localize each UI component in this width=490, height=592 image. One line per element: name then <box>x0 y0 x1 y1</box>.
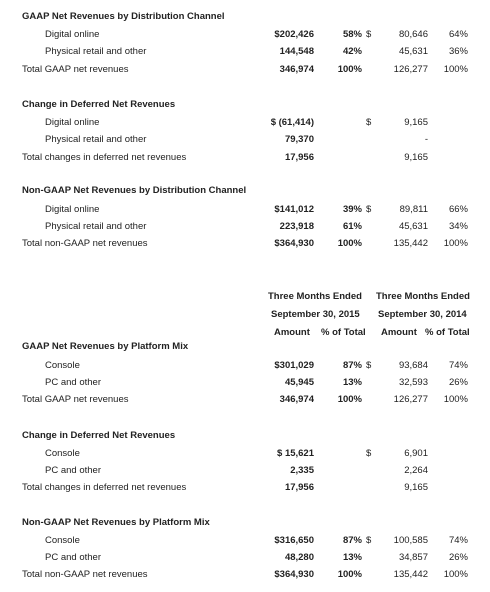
row-label: Digital online <box>45 204 100 215</box>
amount-2014 <box>366 116 428 130</box>
row-label: Console <box>45 448 80 459</box>
amount-2014 <box>366 203 428 217</box>
percent-2015: 13% <box>342 377 362 388</box>
amount-header-2015: Amount <box>274 327 310 338</box>
amount-2014-value: 100,585 <box>393 535 428 546</box>
amount-2014 <box>366 393 428 407</box>
amount-2014 <box>366 45 428 59</box>
amount-2015: 48,280 <box>284 552 314 563</box>
amount-2014 <box>366 376 428 390</box>
amount-2014 <box>366 464 428 478</box>
percent-2014: 64% <box>448 29 468 40</box>
amount-header-2014: Amount <box>381 327 417 338</box>
amount-2015: $301,029 <box>274 360 314 371</box>
table-row <box>0 534 490 548</box>
table-row <box>0 133 490 147</box>
section-heading <box>0 184 490 198</box>
row-label: Total changes in deferred net revenues <box>22 482 187 493</box>
section-title: Non-GAAP Net Revenues by Platform Mix <box>22 517 210 528</box>
table-row <box>0 116 490 130</box>
period-header-row <box>0 290 490 304</box>
percent-2014: 34% <box>448 221 468 232</box>
section-heading <box>0 340 490 354</box>
row-label: PC and other <box>45 377 101 388</box>
currency-sign: $ <box>366 535 372 546</box>
amount-2015: 79,370 <box>284 134 314 145</box>
percent-2014: 26% <box>448 377 468 388</box>
amount-2015: 346,974 <box>279 394 314 405</box>
amount-2015: $ (61,414) <box>270 117 314 128</box>
amount-2014 <box>366 133 428 147</box>
row-label: Console <box>45 360 80 371</box>
period-2014-date: September 30, 2014 <box>378 309 467 320</box>
period-header-row <box>0 326 490 340</box>
amount-2014-value: 34,857 <box>398 552 428 563</box>
percent-2015: 87% <box>342 360 362 371</box>
total-row <box>0 568 490 582</box>
percent-2014: 66% <box>448 204 468 215</box>
currency-sign: $ <box>366 204 372 215</box>
currency-sign: $ <box>366 360 372 371</box>
amount-2015: 17,956 <box>284 152 314 163</box>
amount-2014-value: - <box>424 134 428 145</box>
amount-2014 <box>366 359 428 373</box>
amount-2015: 144,548 <box>279 46 314 57</box>
percent-2015: 39% <box>342 204 362 215</box>
row-label: Total non-GAAP net revenues <box>22 238 148 249</box>
period-header-row <box>0 308 490 322</box>
percent-2014: 74% <box>448 360 468 371</box>
percent-2015: 87% <box>342 535 362 546</box>
amount-2014-value: 9,165 <box>404 152 428 163</box>
period-2015-title: Three Months Ended <box>268 291 362 302</box>
currency-sign: $ <box>366 117 372 128</box>
percent-2015: 42% <box>342 46 362 57</box>
amount-2014-value: 6,901 <box>404 448 428 459</box>
pct-header-2015: % of Total <box>321 327 366 338</box>
amount-2015: $ 15,621 <box>277 448 314 459</box>
currency-sign: $ <box>366 448 372 459</box>
period-2014-title: Three Months Ended <box>376 291 470 302</box>
table-row <box>0 28 490 42</box>
table-row <box>0 551 490 565</box>
amount-2014 <box>366 151 428 165</box>
total-row <box>0 63 490 77</box>
row-label: Physical retail and other <box>45 46 147 57</box>
amount-2014 <box>366 220 428 234</box>
section-heading <box>0 10 490 24</box>
section-heading <box>0 98 490 112</box>
table-row <box>0 359 490 373</box>
amount-2014 <box>366 447 428 461</box>
table-row <box>0 376 490 390</box>
period-2015-date: September 30, 2015 <box>271 309 360 320</box>
amount-2015: $202,426 <box>274 29 314 40</box>
amount-2014 <box>366 551 428 565</box>
amount-2014 <box>366 481 428 495</box>
amount-2014-value: 45,631 <box>398 46 428 57</box>
section-heading <box>0 516 490 530</box>
amount-2015: $316,650 <box>274 535 314 546</box>
percent-2014: 100% <box>443 238 468 249</box>
amount-2014 <box>366 63 428 77</box>
amount-2014-value: 9,165 <box>404 482 428 493</box>
percent-2014: 36% <box>448 46 468 57</box>
row-label: Total GAAP net revenues <box>22 64 129 75</box>
table-row <box>0 464 490 478</box>
amount-2014-value: 93,684 <box>398 360 428 371</box>
percent-2015: 100% <box>337 64 362 75</box>
amount-2015: 223,918 <box>279 221 314 232</box>
amount-2014-value: 2,264 <box>404 465 428 476</box>
row-label: PC and other <box>45 465 101 476</box>
table-row <box>0 220 490 234</box>
amount-2014-value: 126,277 <box>393 64 428 75</box>
amount-2014-value: 89,811 <box>399 204 428 215</box>
section-title: Change in Deferred Net Revenues <box>22 99 176 110</box>
amount-2015: $364,930 <box>274 569 314 580</box>
currency-sign: $ <box>366 29 372 40</box>
percent-2014: 74% <box>448 535 468 546</box>
percent-2015: 61% <box>342 221 362 232</box>
amount-2014-value: 135,442 <box>393 569 428 580</box>
percent-2014: 100% <box>443 394 468 405</box>
section-title: GAAP Net Revenues by Distribution Channel <box>22 11 225 22</box>
total-row <box>0 393 490 407</box>
row-label: Total changes in deferred net revenues <box>22 152 187 163</box>
row-label: Total non-GAAP net revenues <box>22 569 148 580</box>
amount-2014-value: 135,442 <box>393 238 428 249</box>
percent-2014: 26% <box>448 552 468 563</box>
table-row <box>0 45 490 59</box>
amount-2014-value: 9,165 <box>404 117 428 128</box>
amount-2014 <box>366 28 428 42</box>
percent-2014: 100% <box>443 569 468 580</box>
row-label: Console <box>45 535 80 546</box>
percent-2015: 100% <box>337 569 362 580</box>
percent-2015: 100% <box>337 394 362 405</box>
table-row <box>0 447 490 461</box>
amount-2014-value: 80,646 <box>398 29 428 40</box>
percent-2015: 58% <box>342 29 362 40</box>
section-title: Non-GAAP Net Revenues by Distribution Channel <box>22 185 247 196</box>
percent-2015: 13% <box>342 552 362 563</box>
total-row <box>0 481 490 495</box>
total-row <box>0 237 490 251</box>
section-title: GAAP Net Revenues by Platform Mix <box>22 341 189 352</box>
table-row <box>0 203 490 217</box>
total-row <box>0 151 490 165</box>
amount-2014-value: 126,277 <box>393 394 428 405</box>
row-label: Digital online <box>45 29 100 40</box>
row-label: Physical retail and other <box>45 221 147 232</box>
section-heading <box>0 429 490 443</box>
amount-2015: 45,945 <box>284 377 314 388</box>
amount-2015: 17,956 <box>284 482 314 493</box>
percent-2015: 100% <box>337 238 362 249</box>
row-label: Physical retail and other <box>45 134 147 145</box>
amount-2014-value: 45,631 <box>398 221 428 232</box>
amount-2015: 346,974 <box>279 64 314 75</box>
row-label: Digital online <box>45 117 100 128</box>
amount-2014 <box>366 534 428 548</box>
amount-2015: $364,930 <box>274 238 314 249</box>
percent-2014: 100% <box>443 64 468 75</box>
amount-2015: 2,335 <box>290 465 314 476</box>
pct-header-2014: % of Total <box>425 327 470 338</box>
amount-2014 <box>366 237 428 251</box>
amount-2015: $141,012 <box>274 204 314 215</box>
amount-2014-value: 32,593 <box>398 377 428 388</box>
section-title: Change in Deferred Net Revenues <box>22 430 176 441</box>
row-label: PC and other <box>45 552 101 563</box>
amount-2014 <box>366 568 428 582</box>
row-label: Total GAAP net revenues <box>22 394 129 405</box>
